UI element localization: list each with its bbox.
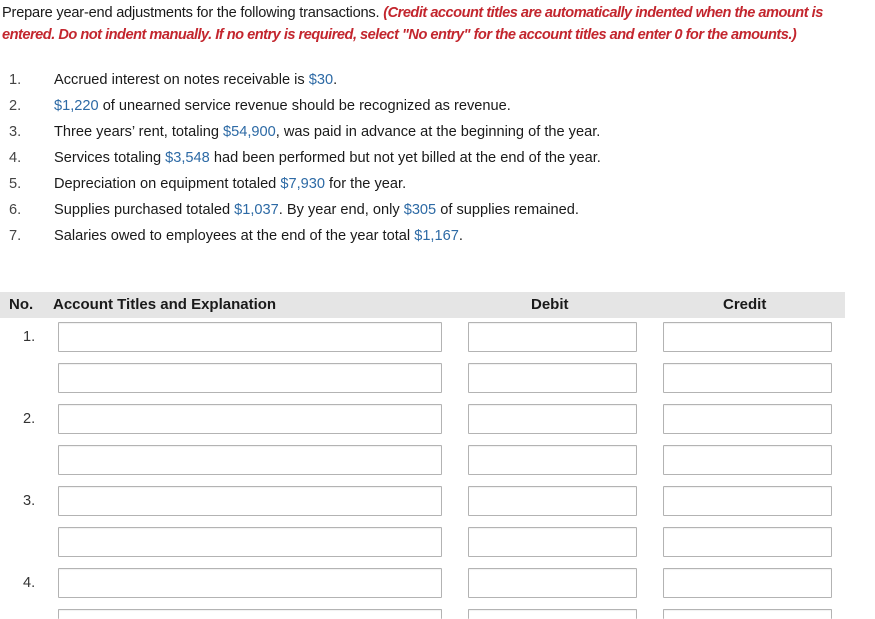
instructions xyxy=(2,2,874,46)
account-title-input[interactable] xyxy=(58,322,442,352)
list-item: 1. Accrued interest on notes receivable is $30. xyxy=(9,72,338,88)
entry-number: 1. xyxy=(23,329,36,345)
entry-number: 2. xyxy=(23,411,36,427)
account-title-input[interactable] xyxy=(58,445,442,475)
credit-input[interactable] xyxy=(663,527,832,557)
list-item: 4. Services totaling $3,548 had been performed but not yet billed at the end of the year. xyxy=(9,150,601,166)
debit-input[interactable] xyxy=(468,568,637,598)
debit-input[interactable] xyxy=(468,445,637,475)
header-no: No. xyxy=(9,296,34,313)
instructions-main: Prepare year-end adjustments for the following transactions. xyxy=(2,5,380,21)
account-title-input[interactable] xyxy=(58,486,442,516)
debit-input[interactable] xyxy=(468,609,637,619)
instructions-note: (Credit account titles are automatically indented when the amount is entered. Do not indent manually. If no entry is required, select "No entry" for the account titles and enter 0 for the amounts.) xyxy=(2,5,823,43)
debit-input[interactable] xyxy=(468,322,637,352)
list-item: 7. Salaries owed to employees at the end of the year total $1,167. xyxy=(9,228,463,244)
list-item: 5. Depreciation on equipment totaled $7,930 for the year. xyxy=(9,176,407,192)
list-item: 3. Three years’ rent, totaling $54,900, was paid in advance at the beginning of the year. xyxy=(9,124,601,140)
list-item: 6. Supplies purchased totaled $1,037. By year end, only $305 of supplies remained. xyxy=(9,202,579,218)
debit-input[interactable] xyxy=(468,404,637,434)
header-account-titles: Account Titles and Explanation xyxy=(53,296,277,313)
entry-number: 4. xyxy=(23,575,36,591)
debit-input[interactable] xyxy=(468,363,637,393)
debit-input[interactable] xyxy=(468,486,637,516)
credit-input[interactable] xyxy=(663,486,832,516)
list-item: 2. $1,220 of unearned service revenue should be recognized as revenue. xyxy=(9,98,511,114)
account-title-input[interactable] xyxy=(58,527,442,557)
credit-input[interactable] xyxy=(663,322,832,352)
credit-input[interactable] xyxy=(663,609,832,619)
header-debit: Debit xyxy=(531,296,569,313)
account-title-input[interactable] xyxy=(58,404,442,434)
credit-input[interactable] xyxy=(663,445,832,475)
credit-input[interactable] xyxy=(663,404,832,434)
credit-input[interactable] xyxy=(663,568,832,598)
debit-input[interactable] xyxy=(468,527,637,557)
account-title-input[interactable] xyxy=(58,609,442,619)
header-credit: Credit xyxy=(723,296,767,313)
journal-table-header xyxy=(0,292,845,318)
account-title-input[interactable] xyxy=(58,363,442,393)
transaction-list xyxy=(0,67,700,249)
entry-number: 3. xyxy=(23,493,36,509)
account-title-input[interactable] xyxy=(58,568,442,598)
credit-input[interactable] xyxy=(663,363,832,393)
